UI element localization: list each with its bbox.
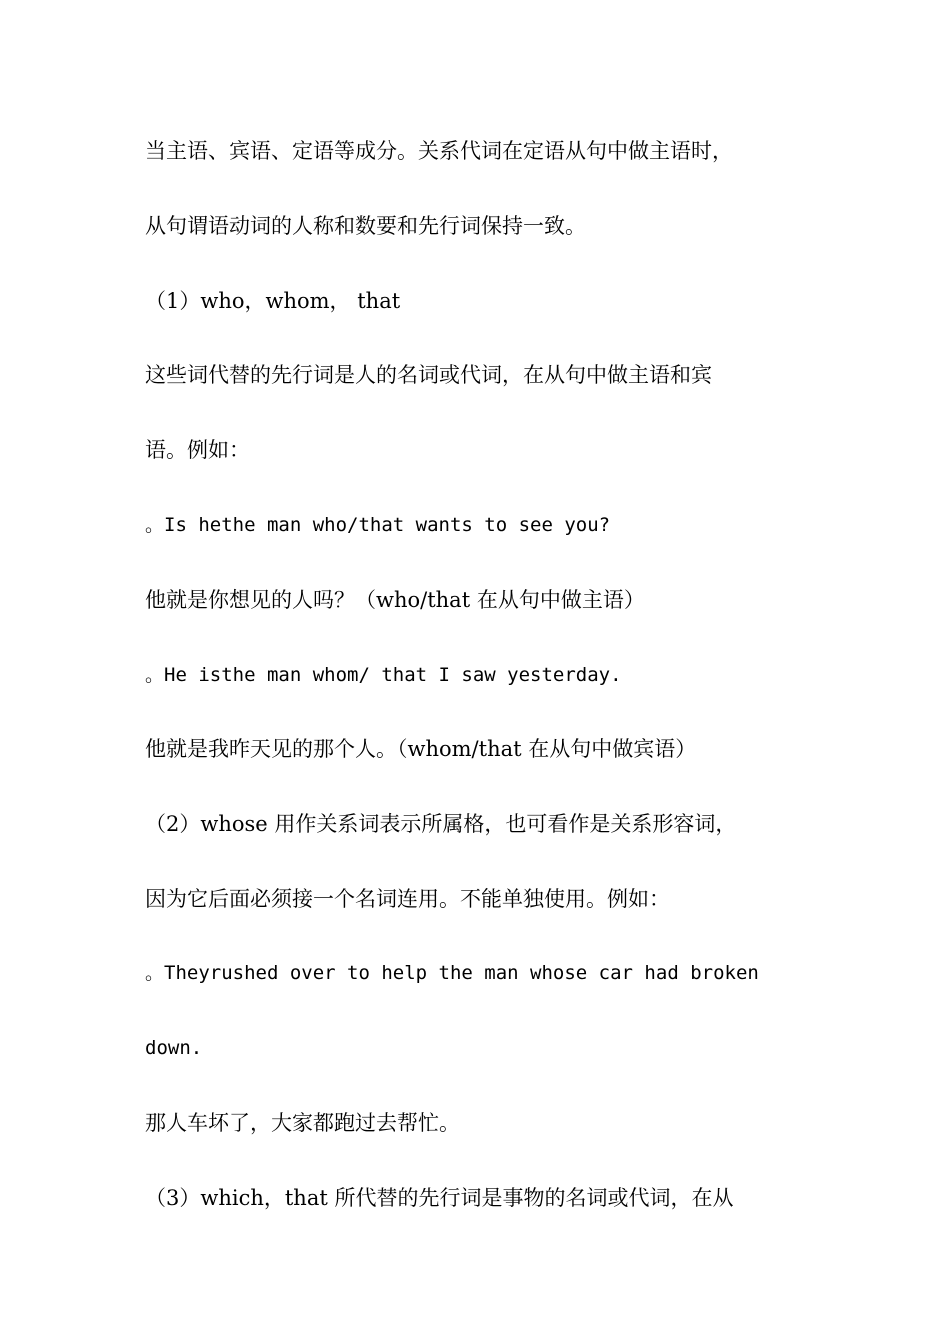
example-sentence: 。He isthe man whom/ that I saw yesterday. [145, 664, 622, 686]
text-line: 因为它后面必须接一个名词连用。不能单独使用。例如： [145, 887, 670, 911]
example-sentence: 。Theyrushed over to help the man whose car had broken [145, 962, 759, 984]
example-translation: 那人车坏了，大家都跑过去帮忙。 [145, 1111, 460, 1135]
section-heading-1: （1）who，whom， that [145, 289, 401, 313]
example-sentence: 。Is hethe man who/that wants to see you? [145, 514, 611, 536]
section-heading-2: （2）whose 用作关系词表示所属格，也可看作是关系形容词， [145, 812, 737, 836]
example-sentence-continued: down. [145, 1037, 203, 1059]
example-translation: 他就是你想见的人吗？（who/that 在从句中做主语） [145, 588, 645, 612]
text-line: 从句谓语动词的人称和数要和先行词保持一致。 [145, 214, 586, 238]
example-translation: 他就是我昨天见的那个人。（whom/that 在从句中做宾语） [145, 737, 697, 761]
section-heading-3: （3）which，that 所代替的先行词是事物的名词或代词，在从 [145, 1186, 734, 1210]
text-line: 这些词代替的先行词是人的名词或代词，在从句中做主语和宾 [145, 363, 712, 387]
text-line: 当主语、宾语、定语等成分。关系代词在定语从句中做主语时， [145, 139, 733, 163]
text-line: 语。例如： [145, 438, 250, 462]
